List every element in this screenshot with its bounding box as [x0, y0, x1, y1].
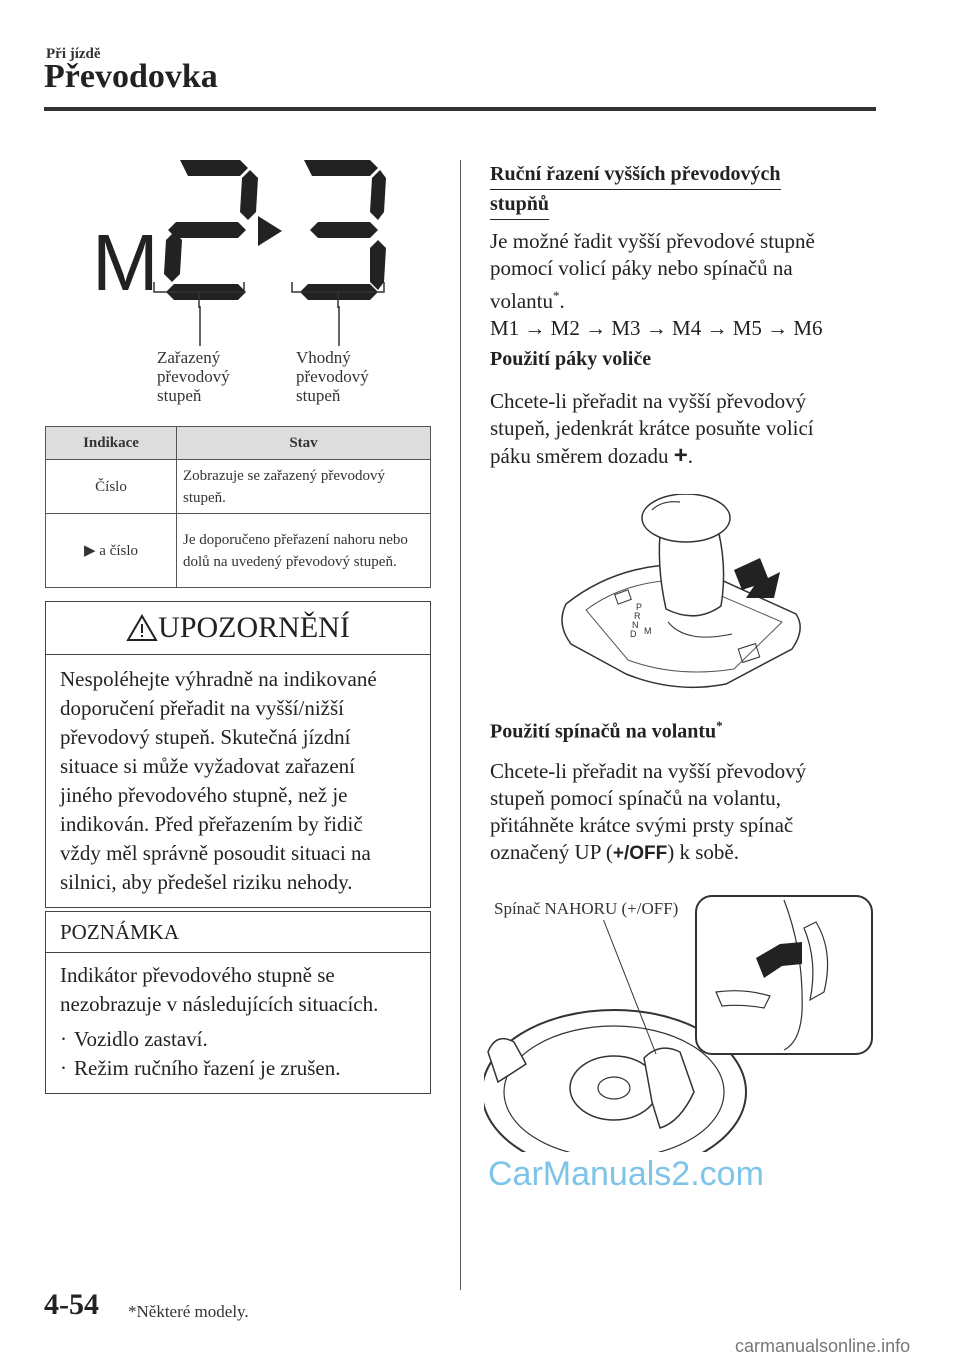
indication-table	[45, 426, 431, 588]
table-header-indication: Indikace	[46, 427, 177, 460]
callout-line-right	[337, 306, 341, 346]
title-rule	[44, 107, 876, 111]
steering-wheel-illustration	[484, 892, 876, 1152]
table-row	[46, 460, 431, 514]
watermark-brand: CarManuals2.com	[488, 1155, 764, 1193]
plus-off-symbol: +/OFF	[612, 843, 668, 864]
section-label: Při jízdě	[46, 46, 101, 62]
callout-line-left	[198, 306, 202, 346]
gear-display-illustration	[80, 150, 420, 310]
table-cell-indication: Číslo	[46, 460, 177, 514]
warning-box	[45, 601, 431, 908]
paddle-text: Chcete-li přeřadit na vyšší převodový stupeň pomocí spínačů na volantu, přitáhněte krátce svými prsty spínač označený UP (+/OFF) k sobě.	[490, 759, 807, 864]
lever-heading: Použití páky voliče	[490, 348, 652, 370]
table-cell-indication: ▶ a číslo	[46, 514, 177, 588]
shift-lever-illustration	[556, 494, 808, 702]
warning-header	[46, 602, 430, 654]
svg-text:P: P	[636, 602, 643, 612]
column-divider	[460, 160, 461, 1290]
table-header-status: Stav	[177, 427, 431, 460]
section-heading: Ruční řazení vyšších převodových stupňů	[490, 160, 781, 220]
svg-text:N: N	[632, 620, 639, 630]
note-box	[45, 911, 431, 1094]
page-number: 4-54	[44, 1288, 99, 1321]
callout-suitable-gear: Vhodný převodový stupeň	[296, 348, 369, 405]
digit-two	[164, 160, 258, 300]
footnote: *Některé modely.	[128, 1302, 249, 1321]
note-text: Indikátor převodového stupně se nezobrazuje v následujících situacích. · Vozidlo zastaví. · Režim ručního řazení je zrušen.	[46, 952, 430, 1093]
intro-text: Je možné řadit vyšší převodové stupně pomocí volicí páky nebo spínačů na volantu*. M1 → M2 → M3 → M4 → M5 → M6	[490, 229, 823, 340]
svg-text:M: M	[644, 626, 652, 636]
paddle-callout-label: Spínač NAHORU (+/OFF)	[494, 899, 679, 918]
table-row	[46, 514, 431, 588]
table-cell-status: Je doporučeno přeřazení nahoru nebo dolů na uvedený převodový stupeň.	[177, 514, 431, 588]
svg-text:D: D	[630, 629, 637, 639]
warning-triangle-icon	[126, 614, 158, 642]
table-cell-status: Zobrazuje se zařazený převodový stupeň.	[177, 460, 431, 514]
arrow-right-icon: ▶	[83, 542, 96, 559]
lever-text: Chcete-li přeřadit na vyšší převodový stupeň, jedenkrát krátce posuňte volicí páku směrem dozadu +.	[490, 389, 814, 469]
warning-text: Nespoléhejte výhradně na indikované doporučení přeřadit na vyšší/nižší převodový stupeň. Skutečná jízdní situace si může vyžadovat zařazení jiného převodového stupně, než je indikován. Před přeřazením by řidič vždy měl správně posoudit situaci na silnici, aby předešel riziku nehody.	[46, 654, 430, 907]
paddle-heading: Použití spínačů na volantu*	[490, 718, 723, 743]
gear-sequence: M1 → M2 → M3 → M4 → M5 → M6	[490, 316, 823, 340]
callout-engaged-gear: Zařazený převodový stupeň	[157, 348, 230, 405]
plus-icon: +	[673, 442, 688, 469]
note-title: POZNÁMKA	[60, 919, 180, 944]
svg-text:R: R	[634, 611, 641, 621]
recommend-arrow-icon	[258, 216, 282, 246]
digit-three	[300, 160, 386, 300]
page-title: Převodovka	[44, 58, 218, 95]
watermark-site: carmanualsonline.info	[735, 1336, 911, 1356]
list-item: · Režim ručního řazení je zrušen.	[60, 1056, 341, 1080]
list-item: · Vozidlo zastaví.	[60, 1027, 208, 1051]
warning-title: UPOZORNĚNÍ	[158, 611, 350, 644]
mode-letter: M	[92, 218, 159, 307]
